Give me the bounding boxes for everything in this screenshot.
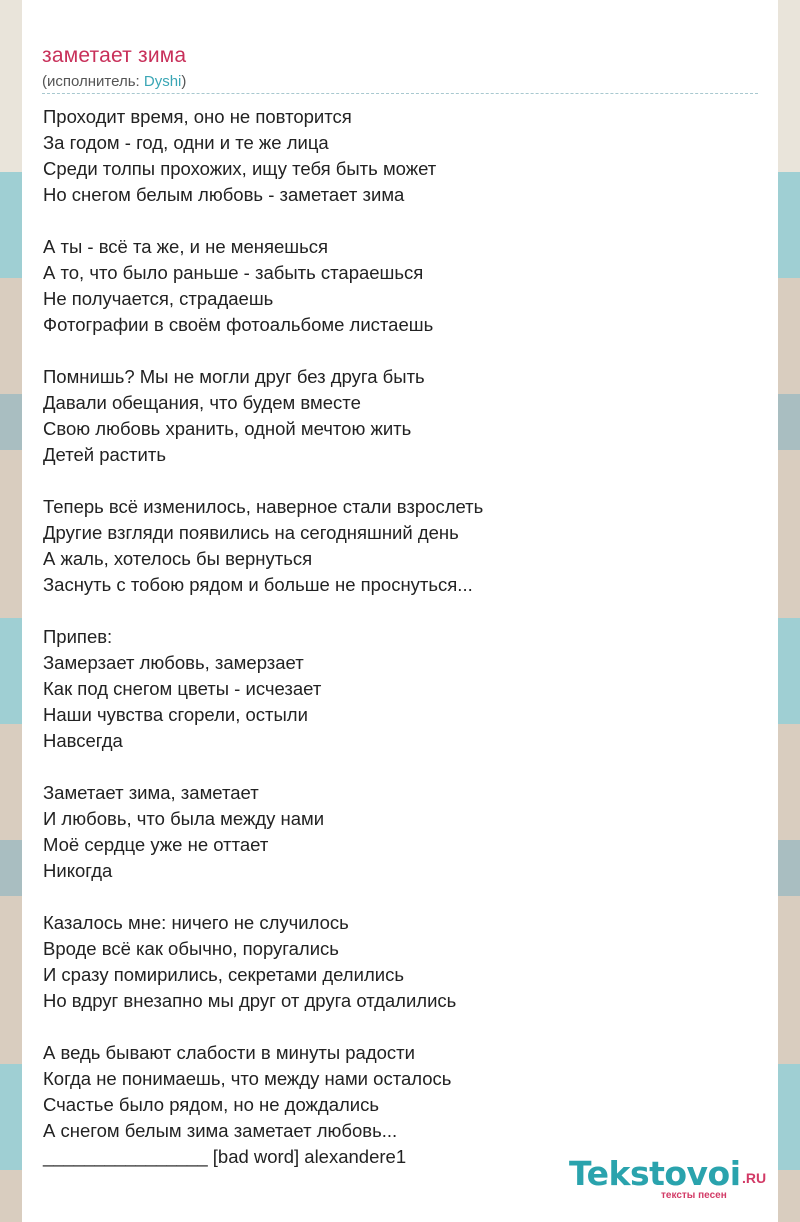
lyric-line: Припев: xyxy=(43,626,113,647)
logo-domain: .RU xyxy=(742,1170,767,1186)
lyric-line: Свою любовь хранить, одной мечтою жить xyxy=(43,418,412,439)
lyric-line: А жаль, хотелось бы вернуться xyxy=(43,548,313,569)
lyric-line: Детей растить xyxy=(43,444,166,465)
lyric-line: А ты - всё та же, и не меняешься xyxy=(43,236,329,257)
lyric-line: Никогда xyxy=(43,860,113,881)
artist-suffix: ) xyxy=(181,73,187,90)
site-logo[interactable] xyxy=(569,1154,779,1204)
lyric-line: Заснуть с тобою рядом и больше не проснуться... xyxy=(43,574,473,595)
lyric-line: Заметает зима, заметает xyxy=(43,782,259,803)
lyric-line: За годом - год, одни и те же лица xyxy=(43,132,329,153)
logo-tagline: тексты песен xyxy=(661,1190,727,1201)
lyric-line: А ведь бывают слабости в минуты радости xyxy=(43,1042,415,1063)
stanza-break xyxy=(43,208,483,234)
lyric-line: Как под снегом цветы - исчезает xyxy=(43,678,322,699)
stanza-break xyxy=(43,884,483,910)
lyric-line: Замерзает любовь, замерзает xyxy=(43,652,304,673)
lyric-line: Моё сердце уже не оттает xyxy=(43,834,269,855)
artist-prefix: (исполнитель: xyxy=(42,73,144,90)
lyric-line: А снегом белым зима заметает любовь... xyxy=(43,1120,398,1141)
lyrics-card xyxy=(22,0,778,1222)
title-divider xyxy=(42,93,758,94)
lyric-line: Теперь всё изменилось, наверное стали взрослеть xyxy=(43,496,484,517)
lyric-line: Давали обещания, что будем вместе xyxy=(43,392,361,413)
stanza-break xyxy=(43,1014,483,1040)
stanza-break xyxy=(43,754,483,780)
lyric-line: Фотографии в своём фотоальбоме листаешь xyxy=(43,314,434,335)
lyric-line: Казалось мне: ничего не случилось xyxy=(43,912,349,933)
stanza-break xyxy=(43,338,483,364)
lyric-line: Но снегом белым любовь - заметает зима xyxy=(43,184,405,205)
lyric-line: Но вдруг внезапно мы друг от друга отдалились xyxy=(43,990,457,1011)
lyric-line: Не получается, страдаешь xyxy=(43,288,274,309)
stanza-break xyxy=(43,468,483,494)
lyrics-text xyxy=(43,104,483,1170)
lyric-line: А то, что было раньше - забыть стараешься xyxy=(43,262,424,283)
artist-link[interactable]: Dyshi xyxy=(143,73,182,90)
lyric-line: ________________ [bad word] alexandere1 xyxy=(43,1146,407,1167)
lyric-line: Наши чувства сгорели, остыли xyxy=(43,704,308,725)
lyric-line: Среди толпы прохожих, ищу тебя быть может xyxy=(43,158,437,179)
artist-line xyxy=(42,73,186,90)
lyric-line: Вроде всё как обычно, поругались xyxy=(43,938,339,959)
song-title: заметает зима xyxy=(42,44,187,67)
lyric-line: И любовь, что была между нами xyxy=(43,808,325,829)
lyric-line: Навсегда xyxy=(43,730,123,751)
lyric-line: Когда не понимаешь, что между нами осталось xyxy=(43,1068,452,1089)
lyric-line: Проходит время, оно не повторится xyxy=(43,106,352,127)
logo-wordmark: Tekstovoi xyxy=(569,1154,741,1193)
stanza-break xyxy=(43,598,483,624)
lyric-line: Другие взгляди появились на сегодняшний день xyxy=(43,522,459,543)
lyric-line: И сразу помирились, секретами делились xyxy=(43,964,404,985)
lyric-line: Счастье было рядом, но не дождались xyxy=(43,1094,380,1115)
lyric-line: Помнишь? Мы не могли друг без друга быть xyxy=(43,366,425,387)
